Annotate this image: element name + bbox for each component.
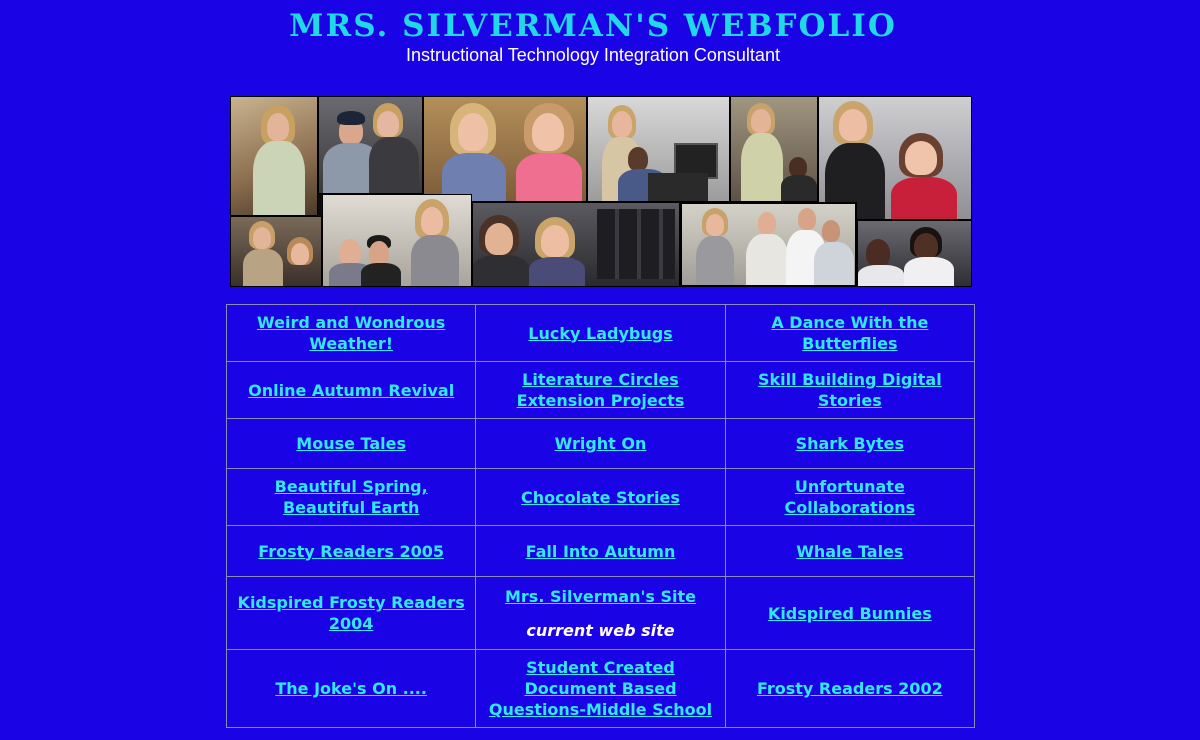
collage-photo: [730, 96, 818, 202]
table-cell: [725, 362, 974, 419]
table-row: [227, 419, 975, 469]
project-link[interactable]: Fall Into Autumn: [525, 541, 676, 561]
table-cell: [227, 526, 476, 577]
projects-table-body: [227, 305, 975, 728]
project-link[interactable]: The Joke's On ....: [275, 679, 427, 698]
project-link[interactable]: Wright On: [554, 434, 647, 453]
table-cell: [227, 577, 476, 650]
project-link[interactable]: Shark Bytes: [795, 434, 905, 453]
project-link[interactable]: Lucky Ladybugs: [528, 323, 673, 343]
project-link[interactable]: Skill Building Digital Stories: [757, 370, 942, 410]
table-row: [227, 577, 975, 650]
table-cell: [227, 419, 476, 469]
table-row: [227, 305, 975, 362]
collage-photo: [680, 202, 857, 287]
table-cell: [476, 526, 725, 577]
table-cell: [227, 305, 476, 362]
table-cell: [476, 577, 725, 650]
table-cell: [725, 419, 974, 469]
table-row: [227, 526, 975, 577]
table-cell: [227, 650, 476, 728]
collage-photo: [472, 202, 680, 287]
page-title: MRS. SILVERMAN'S WEBFOLIO: [289, 8, 897, 44]
collage-photo: [587, 96, 730, 202]
project-link[interactable]: Kidspired Bunnies: [767, 603, 932, 623]
table-cell: [725, 526, 974, 577]
table-row: [227, 362, 975, 419]
table-cell: [725, 305, 974, 362]
table-cell: [227, 362, 476, 419]
table-cell: [725, 650, 974, 728]
page-header: [0, 8, 1186, 66]
table-cell: [476, 362, 725, 419]
table-cell: [476, 305, 725, 362]
project-link[interactable]: Kidspired Frosty Readers 2004: [237, 593, 465, 633]
collage-photo: [230, 96, 318, 216]
projects-table: [226, 304, 975, 728]
collage-photo: [230, 216, 322, 287]
project-link[interactable]: Unfortunate Collaborations: [784, 477, 916, 517]
photo-collage: [230, 96, 972, 287]
project-link[interactable]: Frosty Readers 2002: [756, 679, 943, 698]
project-link[interactable]: Mouse Tales: [296, 434, 407, 453]
project-link[interactable]: A Dance With the Butterflies: [771, 313, 929, 353]
project-link[interactable]: Frosty Readers 2005: [258, 541, 445, 561]
table-row: [227, 650, 975, 728]
table-cell: [476, 419, 725, 469]
project-link[interactable]: Beautiful Spring, Beautiful Earth: [274, 477, 428, 517]
collage-photo: [423, 96, 587, 202]
collage-photo: [857, 220, 972, 287]
table-cell: [227, 469, 476, 526]
table-cell: [476, 650, 725, 728]
project-link[interactable]: Literature Circles Extension Projects: [516, 370, 685, 410]
table-row: [227, 469, 975, 526]
table-cell: [725, 577, 974, 650]
project-link[interactable]: Student Created Document Based Questions-Middle School: [488, 658, 713, 719]
page-subtitle: Instructional Technology Integration Consultant: [406, 45, 780, 65]
project-link[interactable]: Mrs. Silverman's Site: [504, 587, 696, 606]
project-link[interactable]: Online Autumn Revival: [248, 380, 455, 400]
table-cell: [725, 469, 974, 526]
project-link[interactable]: Chocolate Stories: [521, 487, 680, 507]
current-site-note: current web site: [526, 621, 675, 640]
collage-photo: [322, 194, 472, 287]
project-link[interactable]: Weird and Wondrous Weather!: [257, 313, 446, 353]
project-link[interactable]: Whale Tales: [796, 541, 904, 561]
table-cell: [476, 469, 725, 526]
collage-photo: [318, 96, 423, 194]
